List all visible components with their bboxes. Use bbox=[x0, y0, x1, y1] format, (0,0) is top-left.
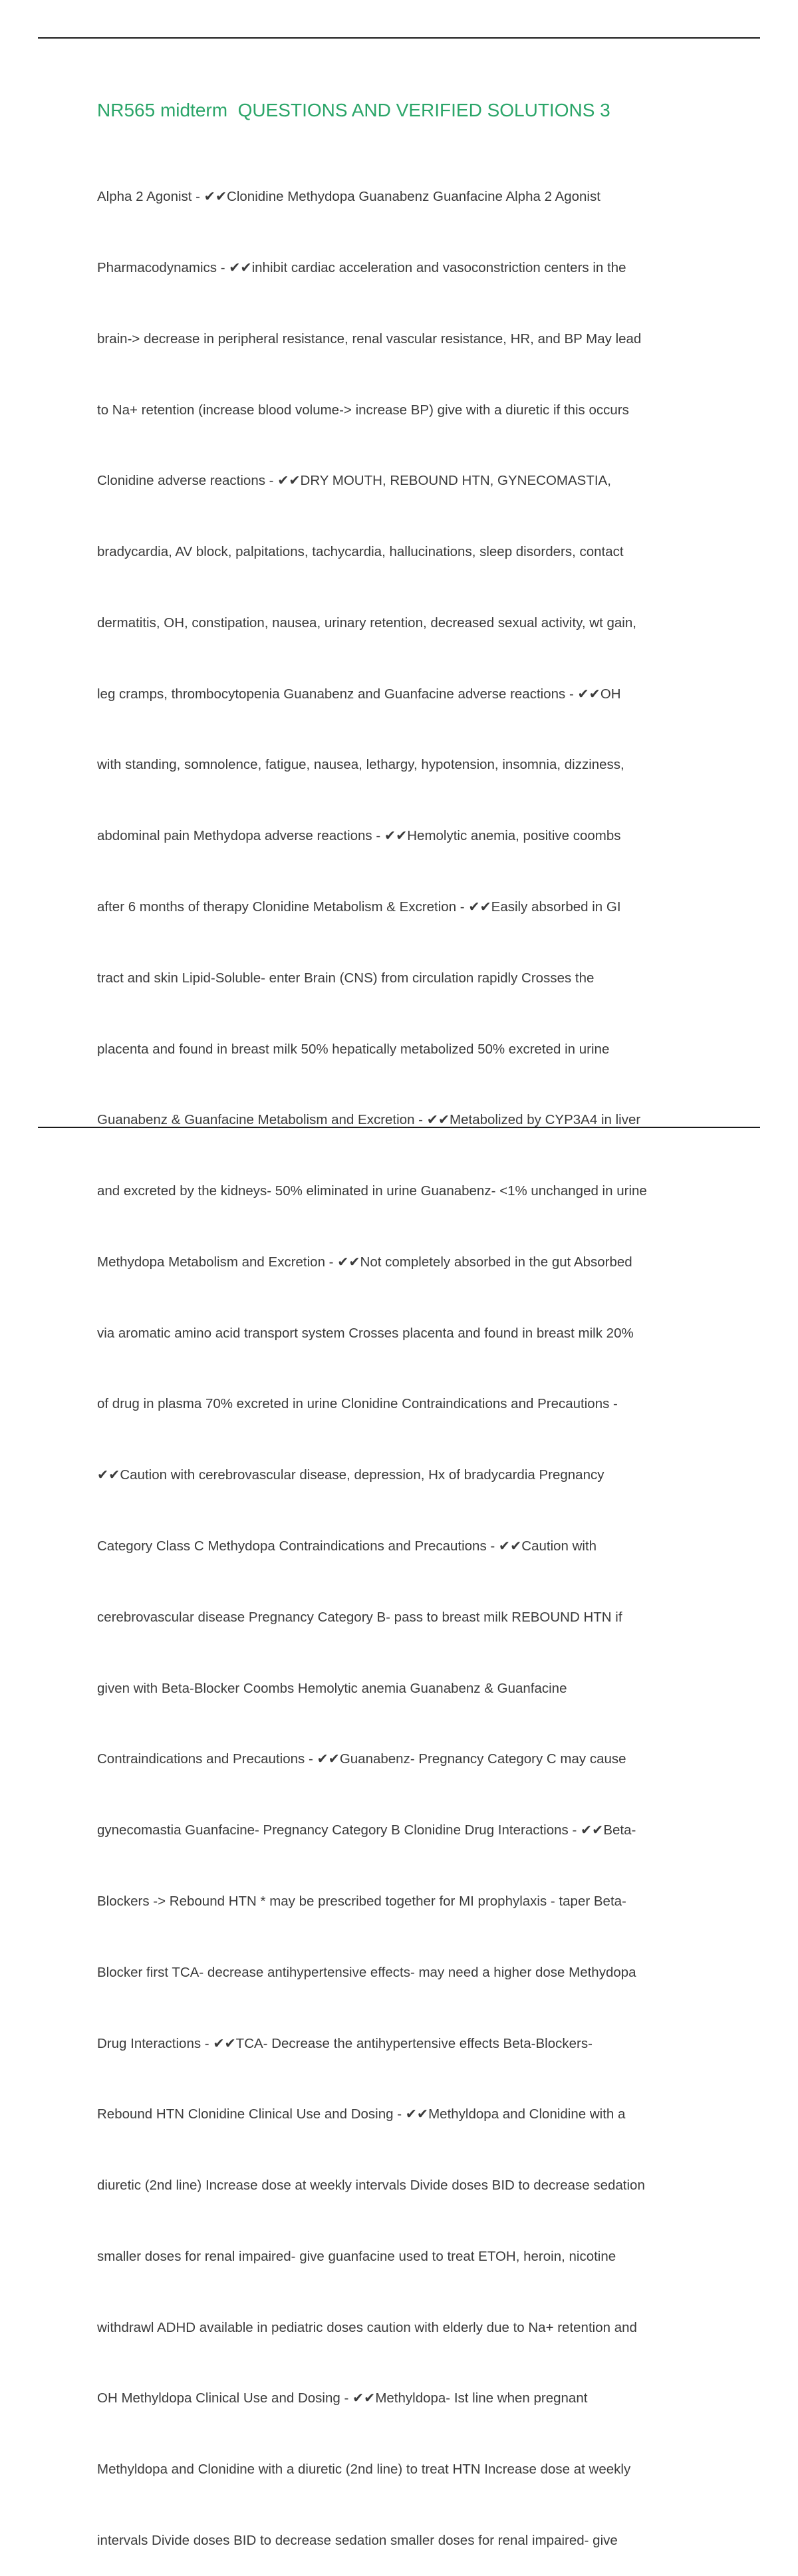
body-line: leg cramps, thrombocytopenia Guanabenz and Guanfacine adverse reactions - ✔✔OH bbox=[97, 686, 621, 702]
body-line: tract and skin Lipid-Soluble- enter Brain (CNS) from circulation rapidly Crosses the bbox=[97, 970, 595, 986]
body-line: dermatitis, OH, constipation, nausea, urinary retention, decreased sexual activity, wt gain, bbox=[97, 615, 636, 631]
body-line: via aromatic amino acid transport system Crosses placenta and found in breast milk 20% bbox=[97, 1325, 634, 1341]
body-line: to Na+ retention (increase blood volume-> increase BP) give with a diuretic if this occurs bbox=[97, 402, 629, 418]
body-line: cerebrovascular disease Pregnancy Category B- pass to breast milk REBOUND HTN if bbox=[97, 1609, 622, 1625]
body-line: gynecomastia Guanfacine- Pregnancy Category B Clonidine Drug Interactions - ✔✔Beta- bbox=[97, 1822, 636, 1838]
document-body bbox=[97, 138, 722, 2576]
body-line: and excreted by the kidneys- 50% eliminated in urine Guanabenz- <1% unchanged in urine bbox=[97, 1183, 647, 1199]
body-line: Category Class C Methydopa Contraindications and Precautions - ✔✔Caution with bbox=[97, 1538, 597, 1554]
body-line: Blockers -> Rebound HTN * may be prescribed together for MI prophylaxis - taper Beta- bbox=[97, 1893, 626, 1909]
body-line: Alpha 2 Agonist - ✔✔Clonidine Methydopa Guanabenz Guanfacine Alpha 2 Agonist bbox=[97, 189, 600, 205]
footer-rule bbox=[38, 1127, 760, 1128]
body-line: Clonidine adverse reactions - ✔✔DRY MOUTH, REBOUND HTN, GYNECOMASTIA, bbox=[97, 473, 611, 489]
body-line: bradycardia, AV block, palpitations, tachycardia, hallucinations, sleep disorders, contact bbox=[97, 544, 624, 560]
body-line: diuretic (2nd line) Increase dose at weekly intervals Divide doses BID to decrease sedation bbox=[97, 2178, 645, 2194]
body-line: Contraindications and Precautions - ✔✔Guanabenz- Pregnancy Category C may cause bbox=[97, 1751, 626, 1767]
body-line: Pharmacodynamics - ✔✔inhibit cardiac acceleration and vasoconstriction centers in the bbox=[97, 259, 626, 275]
header-rule bbox=[38, 37, 760, 39]
body-line: of drug in plasma 70% excreted in urine Clonidine Contraindications and Precautions - bbox=[97, 1396, 618, 1412]
body-line: Guanabenz & Guanfacine Metabolism and Excretion - ✔✔Metabolized by CYP3A4 in liver bbox=[97, 1112, 641, 1128]
body-line: Rebound HTN Clonidine Clinical Use and Dosing - ✔✔Methyldopa and Clonidine with a bbox=[97, 2106, 626, 2122]
body-line: withdrawl ADHD available in pediatric doses caution with elderly due to Na+ retention and bbox=[97, 2319, 637, 2335]
body-line: placenta and found in breast milk 50% hepatically metabolized 50% excreted in urine bbox=[97, 1041, 610, 1057]
body-line: Methydopa Metabolism and Excretion - ✔✔Not completely absorbed in the gut Absorbed bbox=[97, 1254, 632, 1270]
body-line: with standing, somnolence, fatigue, nausea, lethargy, hypotension, insomnia, dizziness, bbox=[97, 757, 624, 773]
body-line: OH Methyldopa Clinical Use and Dosing - ✔✔Methyldopa- Ist line when pregnant bbox=[97, 2390, 588, 2406]
body-line: Drug Interactions - ✔✔TCA- Decrease the antihypertensive effects Beta-Blockers- bbox=[97, 2035, 593, 2051]
body-line: after 6 months of therapy Clonidine Metabolism & Excretion - ✔✔Easily absorbed in GI bbox=[97, 899, 621, 915]
document-title: NR565 midterm QUESTIONS AND VERIFIED SOLUTIONS 3 bbox=[97, 100, 610, 120]
body-line: Blocker first TCA- decrease antihypertensive effects- may need a higher dose Methydopa bbox=[97, 1964, 636, 1980]
body-line: brain-> decrease in peripheral resistance, renal vascular resistance, HR, and BP May lead bbox=[97, 331, 642, 347]
body-line: ✔✔Caution with cerebrovascular disease, depression, Hx of bradycardia Pregnancy bbox=[97, 1467, 604, 1483]
body-line: intervals Divide doses BID to decrease sedation smaller doses for renal impaired- give bbox=[97, 2532, 618, 2548]
body-line: Methyldopa and Clonidine with a diuretic (2nd line) to treat HTN Increase dose at weekly bbox=[97, 2462, 631, 2478]
body-line: given with Beta-Blocker Coombs Hemolytic anemia Guanabenz & Guanfacine bbox=[97, 1680, 567, 1696]
body-line: abdominal pain Methydopa adverse reactions - ✔✔Hemolytic anemia, positive coombs bbox=[97, 828, 621, 844]
body-line: smaller doses for renal impaired- give guanfacine used to treat ETOH, heroin, nicotine bbox=[97, 2248, 616, 2264]
